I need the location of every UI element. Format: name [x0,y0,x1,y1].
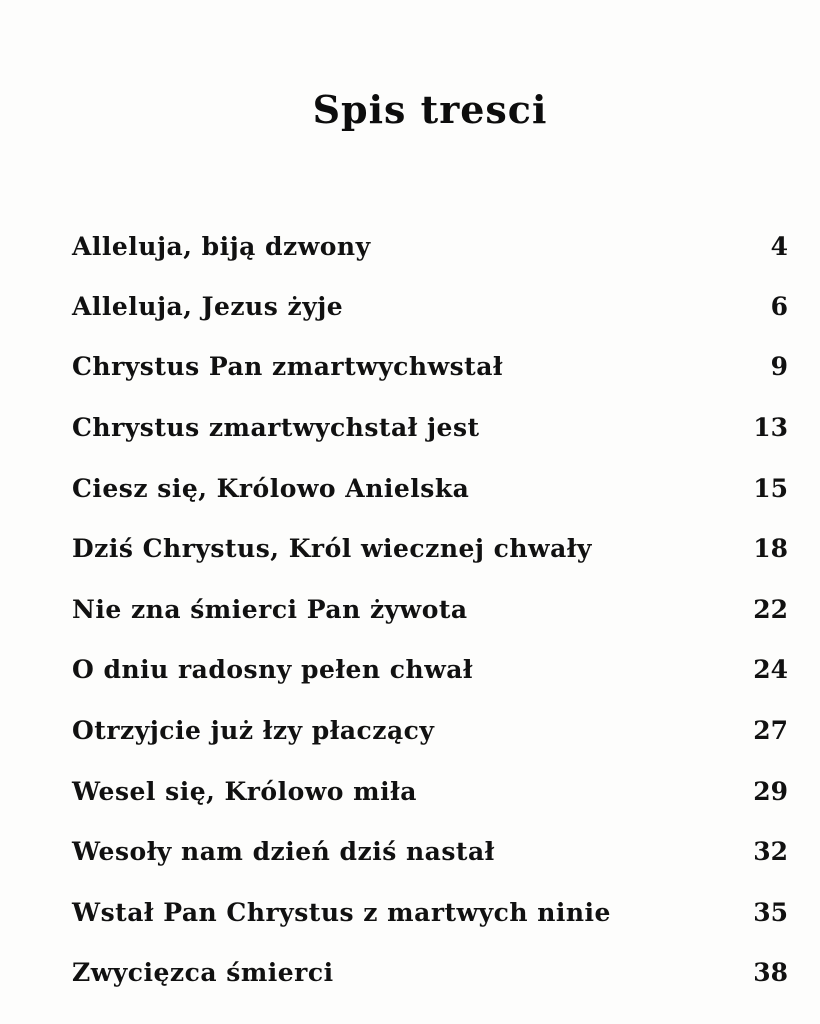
toc-entry-title: Zwycięzca śmierci [72,957,334,987]
toc-entry-title: Chrystus zmartwychstał jest [72,412,480,442]
toc-entry [72,952,788,992]
toc-entry [72,831,788,871]
toc-entry-page: 38 [753,957,788,987]
toc-entry [72,346,788,386]
toc-entry-title: Wstał Pan Chrystus z martwych ninie [72,897,611,927]
toc-entry-title: Alleluja, Jezus żyje [72,291,344,321]
toc-entry-page: 22 [753,594,788,624]
toc-entry [72,226,788,266]
toc-entry-page: 29 [753,776,788,806]
toc-entry-page: 18 [753,533,788,563]
toc-entry [72,771,788,811]
toc-entry-title: Dziś Chrystus, Król wiecznej chwały [72,533,592,563]
toc-entry [72,892,788,932]
toc-entry [72,286,788,326]
toc-entry-title: O dniu radosny pełen chwał [72,654,474,684]
page-title: Spis tresci [312,87,548,133]
toc-entry-page: 35 [753,897,788,927]
toc-entry-title: Nie zna śmierci Pan żywota [72,594,468,624]
toc-entry [72,407,788,447]
toc-entry-page: 9 [770,351,788,381]
toc-entry-page: 4 [770,231,788,261]
toc-entry-title: Wesoły nam dzień dziś nastał [72,836,495,866]
toc-entry-page: 6 [770,291,788,321]
toc-entry-title: Otrzyjcie już łzy płaczący [72,715,435,745]
toc-entry [72,468,788,508]
toc-entry [72,589,788,629]
toc-entry-page: 13 [753,412,788,442]
toc-entry [72,649,788,689]
toc-entry-title: Chrystus Pan zmartwychwstał [72,351,504,381]
toc-entry [72,528,788,568]
toc-entry-page: 24 [753,654,788,684]
toc-entry-title: Wesel się, Królowo miła [72,776,417,806]
toc-entry [72,710,788,750]
toc-entry-title: Alleluja, biją dzwony [72,231,371,261]
toc-entry-title: Ciesz się, Królowo Anielska [72,473,470,503]
toc-entry-page: 15 [753,473,788,503]
toc-entry-page: 27 [753,715,788,745]
toc-entry-page: 32 [753,836,788,866]
